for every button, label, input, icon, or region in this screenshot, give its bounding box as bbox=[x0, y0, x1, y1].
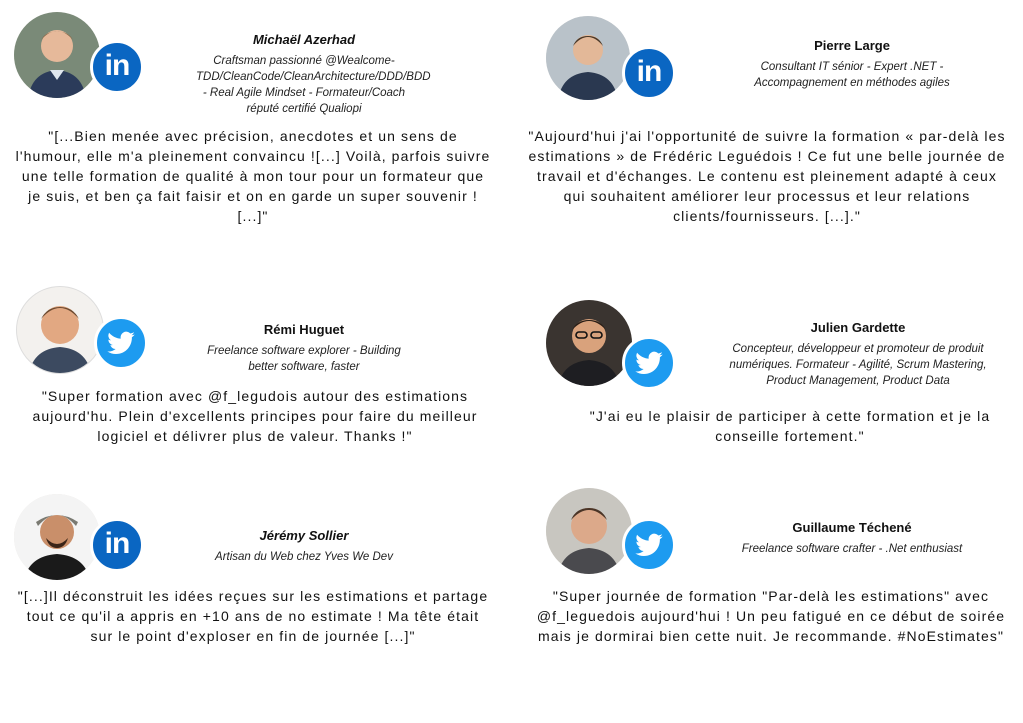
author-role: Freelance software crafter - .Net enthusiast bbox=[741, 543, 963, 555]
testimonial-quote: "Super journée de formation "Par-delà les estimations" avec @f_leguedois aujourd'hui ! Un peu fatigué en ce début de soirée mais je dormirai bien cette nuit. Je recommande. #NoEstimates" bbox=[536, 588, 1006, 644]
author-role: Concepteur, développeur et promoteur de produit numériques. Formateur - Agilité, Scrum Mastering, Product Management, Product Data bbox=[729, 343, 987, 387]
linkedin-icon[interactable]: in bbox=[90, 40, 144, 94]
author-role: Craftsman passionné @Wealcome- TDD/CleanCode/CleanArchitecture/DDD/BDD - Real Agile Mindset - Formateur/Coach réputé certifié Qualiopi bbox=[196, 55, 431, 115]
author-name: Jérémy Sollier bbox=[259, 528, 349, 543]
twitter-icon[interactable] bbox=[622, 336, 676, 390]
testimonial-quote: "[...]Il déconstruit les idées reçues sur les estimations et partage tout ce qu'il a appris en +10 ans de no estimate ! Ma tête était sur le point d'exploser en fin de journée [...]" bbox=[17, 588, 489, 644]
avatar bbox=[546, 300, 632, 386]
linkedin-icon[interactable]: in bbox=[622, 46, 676, 100]
author-info bbox=[196, 32, 431, 117]
avatar bbox=[546, 488, 632, 574]
avatar bbox=[546, 16, 630, 100]
author-info bbox=[740, 520, 964, 557]
author-role: Consultant IT sénior - Expert .NET - Accompagnement en méthodes agiles bbox=[754, 61, 950, 89]
testimonial-quote: "[...Bien menée avec précision, anecdotes et un sens de l'humour, elle m'a pleinement convaincu ![...] Voilà, parfois suivre une telle formation de qualité à mon tour pour un formateur que je suis, et ben ça fait faisir et on en garde un super souvenir ! [...]" bbox=[15, 128, 491, 224]
testimonial-quote: "J'ai eu le plaisir de participer à cette formation et je la conseille fortement." bbox=[589, 408, 991, 444]
author-info bbox=[196, 322, 412, 375]
author-name: Guillaume Téchené bbox=[792, 520, 912, 535]
testimonial-quote: "Super formation avec @f_legudois autour des estimations aujourd'hu. Plein d'excellents principes pour faire du meilleur logiciel et délivrer plus de valeur. Thanks !" bbox=[32, 388, 478, 444]
author-name: Michaël Azerhad bbox=[252, 32, 356, 47]
avatar bbox=[14, 12, 100, 98]
author-info bbox=[736, 38, 968, 91]
author-name: Pierre Large bbox=[814, 38, 890, 53]
linkedin-icon[interactable]: in bbox=[90, 518, 144, 572]
author-role: Artisan du Web chez Yves We Dev bbox=[215, 551, 393, 563]
avatar bbox=[14, 494, 100, 580]
author-info bbox=[720, 320, 996, 389]
author-name: Julien Gardette bbox=[810, 320, 906, 335]
author-info bbox=[196, 528, 412, 565]
avatar bbox=[16, 286, 104, 374]
author-name: Rémi Huguet bbox=[263, 322, 345, 337]
twitter-icon[interactable] bbox=[622, 518, 676, 572]
twitter-icon[interactable] bbox=[94, 316, 148, 370]
author-role: Freelance software explorer - Building better software, faster bbox=[207, 345, 401, 373]
testimonial-quote: "Aujourd'hui j'ai l'opportunité de suivre la formation « par-delà les estimations » de Frédéric Leguédois ! Ce fut une belle journée de travail et d'échanges. Le contenu est pleinement adapté à ceux qui souhaitent améliorer leur processus et leur relations clients/fournisseurs. [...]." bbox=[528, 128, 1006, 224]
